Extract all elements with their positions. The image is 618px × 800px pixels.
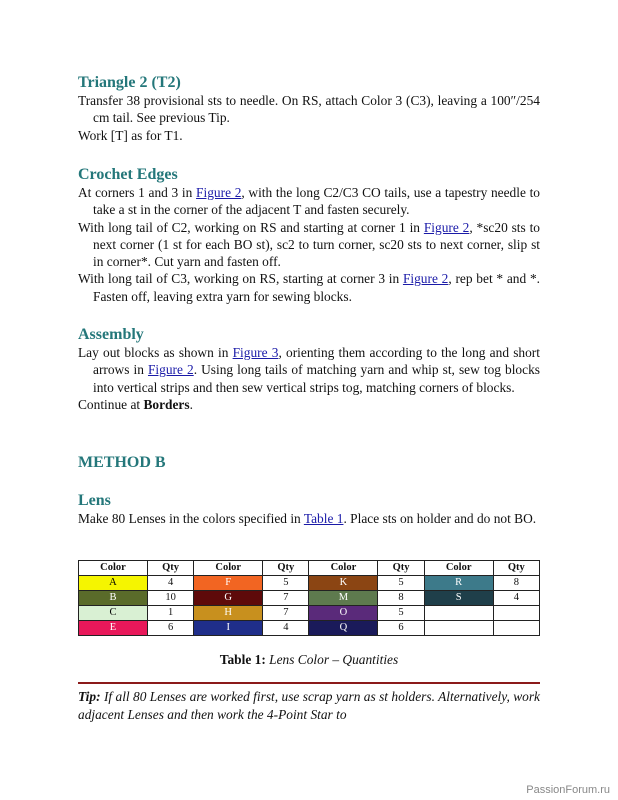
table-row xyxy=(79,621,540,636)
heading-assembly: Assembly xyxy=(78,326,144,343)
table-row xyxy=(79,606,540,621)
quantity-cell: 1 xyxy=(147,606,193,621)
figure-2-link[interactable]: Figure 2 xyxy=(196,185,242,200)
quantity-cell xyxy=(493,621,539,636)
color-swatch-cell: I xyxy=(194,621,263,636)
lens-color-table xyxy=(78,560,540,636)
text-run: . Using long tails of matching yarn and whip st, sew tog blocks into vertical strips and then sew vertical strips tog, matching corners of blocks. xyxy=(93,362,540,395)
caption-label: Table 1: xyxy=(219,652,266,667)
section-crochet-edges xyxy=(78,166,540,305)
table-row xyxy=(79,591,540,606)
triangle-2-paragraph-2: Work [T] as for T1. xyxy=(78,127,183,143)
color-swatch-cell: G xyxy=(194,591,263,606)
quantity-cell: 4 xyxy=(263,621,309,636)
quantity-cell: 5 xyxy=(263,576,309,591)
column-header: Color xyxy=(424,561,493,576)
text-run: Lay out blocks as shown in xyxy=(78,345,233,360)
heading-crochet-edges: Crochet Edges xyxy=(78,166,178,183)
heading-triangle-2: Triangle 2 (T2) xyxy=(78,74,181,91)
color-swatch-cell: Q xyxy=(309,621,378,636)
table-row xyxy=(79,576,540,591)
caption-text: Lens Color – Quantities xyxy=(265,652,399,667)
color-swatch-cell: H xyxy=(194,606,263,621)
color-swatch-cell: R xyxy=(424,576,493,591)
color-swatch-cell: C xyxy=(79,606,148,621)
borders-reference: Borders xyxy=(143,396,190,412)
quantity-cell: 6 xyxy=(378,621,424,636)
crochet-edges-paragraph-2 xyxy=(78,219,540,271)
quantity-cell: 8 xyxy=(493,576,539,591)
quantity-cell xyxy=(493,606,539,621)
quantity-cell: 5 xyxy=(378,576,424,591)
text-run: Make 80 Lenses in the colors specified in xyxy=(78,511,304,526)
quantity-cell: 7 xyxy=(263,606,309,621)
assembly-paragraph-1 xyxy=(78,344,540,396)
quantity-cell: 8 xyxy=(378,591,424,606)
quantity-cell: 7 xyxy=(263,591,309,606)
tip-divider xyxy=(78,682,540,684)
section-triangle-2 xyxy=(78,74,540,144)
heading-method-b: METHOD B xyxy=(78,454,166,471)
heading-lens: Lens xyxy=(78,492,111,509)
table-caption xyxy=(78,652,540,668)
tip-text: If all 80 Lenses are worked first, use scrap yarn as st holders. Alternatively, work adjacent Lenses and then work the 4-Point Star to xyxy=(78,689,540,722)
watermark: PassionForum.ru xyxy=(526,784,610,796)
triangle-2-paragraph-1: Transfer 38 provisional sts to needle. On RS, attach Color 3 (C3), leaving a 100″/254 cm tail. See previous Tip. xyxy=(78,93,540,126)
figure-2-link[interactable]: Figure 2 xyxy=(402,271,449,287)
column-header: Qty xyxy=(263,561,309,576)
figure-2-link[interactable]: Figure 2 xyxy=(423,219,470,235)
section-lens xyxy=(78,492,540,527)
color-swatch-cell xyxy=(424,606,493,621)
color-swatch-cell: A xyxy=(79,576,148,591)
quantity-cell: 5 xyxy=(378,606,424,621)
crochet-edges-paragraph-1 xyxy=(78,184,540,219)
quantity-cell: 10 xyxy=(147,591,193,606)
section-assembly xyxy=(78,326,540,413)
quantity-cell: 4 xyxy=(493,591,539,606)
text-run: . Place sts on holder and do not BO. xyxy=(343,511,537,526)
tip-box xyxy=(78,688,540,724)
crochet-edges-paragraph-3 xyxy=(78,270,540,305)
column-header: Qty xyxy=(493,561,539,576)
text-run: . xyxy=(189,396,193,412)
lens-paragraph-1 xyxy=(78,510,540,527)
quantity-cell: 4 xyxy=(147,576,193,591)
text-run: , *sc20 sts to next corner (1 st for each BO st), sc2 to turn corner, sc20 sts to next corner, slip st in corner*. Cut yarn and fasten off. xyxy=(93,219,540,270)
table-body xyxy=(79,576,540,636)
column-header: Color xyxy=(309,561,378,576)
figure-2-link[interactable]: Figure 2 xyxy=(147,362,194,378)
text-run: With long tail of C2, working on RS and starting at corner 1 in xyxy=(78,219,424,235)
text-run: With long tail of C3, working on RS, starting at corner 3 in xyxy=(78,271,403,287)
column-header: Qty xyxy=(378,561,424,576)
text-run: , rep bet * and *. Fasten off, leaving extra yarn for sewing blocks. xyxy=(93,271,540,304)
text-run: At corners 1 and 3 in xyxy=(78,185,197,200)
column-header: Color xyxy=(194,561,263,576)
assembly-paragraph-2 xyxy=(78,396,540,413)
section-method-b xyxy=(78,454,540,472)
table-header-row xyxy=(79,561,540,576)
figure-3-link[interactable]: Figure 3 xyxy=(232,345,279,360)
color-swatch-cell xyxy=(424,621,493,636)
column-header: Qty xyxy=(147,561,193,576)
color-swatch-cell: B xyxy=(79,591,148,606)
color-swatch-cell: F xyxy=(194,576,263,591)
color-swatch-cell: S xyxy=(424,591,493,606)
column-header: Color xyxy=(79,561,148,576)
color-swatch-cell: E xyxy=(79,621,148,636)
text-run: Continue at xyxy=(78,396,144,412)
color-swatch-cell: K xyxy=(309,576,378,591)
color-swatch-cell: O xyxy=(309,606,378,621)
text-run: , orienting them according to the long and short arrows in xyxy=(93,345,540,378)
table-1-link[interactable]: Table 1 xyxy=(303,511,344,526)
quantity-cell: 6 xyxy=(147,621,193,636)
text-run: , with the long C2/C3 CO tails, use a tapestry needle to take a st in the corner of the adjacent T and fasten securely. xyxy=(93,185,540,218)
tip-label: Tip: xyxy=(78,689,101,704)
color-swatch-cell: M xyxy=(309,591,378,606)
